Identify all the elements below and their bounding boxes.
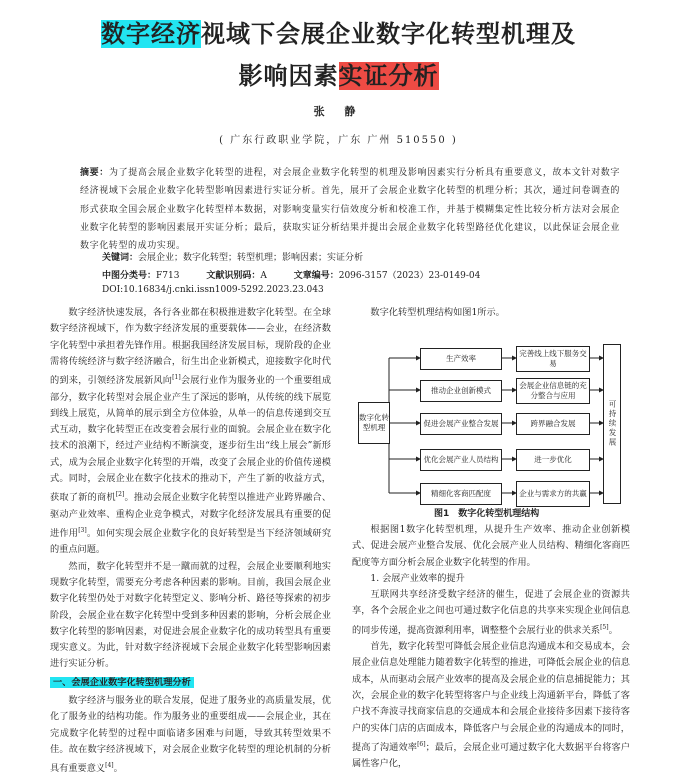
cause-box: 生产效率 bbox=[420, 348, 502, 370]
effect-box: 企业与需求方的共赢 bbox=[516, 481, 590, 507]
doi: DOI:10.16834/j.cnki.issn1009-5292.2023.23.043 bbox=[102, 285, 324, 295]
text: 。推动会展企业数字化转型以推进产业跨界融合、驱动产业效率、重构企业竞争模式，对数字化经济发展具有重要的促进作用 bbox=[50, 492, 332, 540]
citation[interactable]: [5] bbox=[600, 623, 609, 631]
citation[interactable]: [4] bbox=[105, 762, 114, 770]
title-highlight-cyan: 数字经济 bbox=[101, 20, 201, 48]
text: 。 bbox=[113, 763, 123, 775]
cause-box: 精细化客商匹配度 bbox=[420, 483, 502, 505]
abstract-label: 摘要： bbox=[80, 168, 109, 178]
article-no-value: 2096-3157（2023）23-0149-04 bbox=[338, 271, 481, 281]
left-column bbox=[50, 305, 331, 778]
effect-box: 会展企业信息链的充分整合与应用 bbox=[516, 378, 590, 404]
paper-title-line1 bbox=[0, 14, 677, 49]
text: 。 bbox=[608, 624, 618, 636]
right-column bbox=[352, 522, 630, 773]
text: ；最后，会展企业可通过数字化大数据平台将客户属性客户化， bbox=[352, 741, 630, 770]
classification-line bbox=[102, 268, 480, 281]
sustainable-box: 可持续发展 bbox=[603, 344, 621, 504]
clc-label: 中图分类号： bbox=[102, 271, 157, 281]
title-line1-rest: 视域下会展企业数字化转型机理及 bbox=[201, 20, 576, 48]
title-line2-rest: 影响因素 bbox=[238, 62, 339, 90]
effect-box: 进一步优化 bbox=[516, 449, 590, 471]
clc-value: F713 bbox=[156, 271, 180, 281]
doc-code-value: A bbox=[260, 271, 267, 281]
mechanism-box: 数字化转型机理 bbox=[358, 402, 390, 444]
figure-caption: 图1 数字化转型机理结构 bbox=[434, 509, 540, 519]
article-no-label: 文章编号： bbox=[293, 271, 339, 281]
text: 会展行业作为服务业的一个重要组成部分，数字化转型对会展企业产生了深远的影响，从传统的线下展览到线上展览，从简单的展示到全方位体验，从单一的信息传递到交互式互动，数字化转型正在改变着会展行业的面貌。会展企业在数字化技术的浪潮下，经过产业结构不断演变，逐步衍生出“线上展会”新形式，成为会展企业数字化转型的开端，改变了会展企业的价值传递模式。同时，会展企业在数字化技术的推动下，产生了新的收益方式，获取了新的商机 bbox=[50, 375, 332, 504]
text: 数字经济与服务业的联合发展，促进了服务业的高质量发展，优化了服务业的结构功能。作为服务业的重要组成——会展企业，其在完成数字化转型的过程中面临诸多困难与问题，导致其转型效果不佳。故在数字经济视域下，对会展企业数字化转型的理论机制的分析具有重要意义 bbox=[50, 695, 331, 775]
text: 。如何实现会展企业数字化的良好转型是当下经济领域研究的重点问题。 bbox=[50, 528, 332, 556]
citation[interactable]: [6] bbox=[417, 740, 426, 748]
cause-box: 推动企业创新模式 bbox=[420, 380, 502, 402]
cause-box: 促进会展产业整合发展 bbox=[420, 413, 502, 435]
affiliation: ( 广东行政职业学院，广东 广州 510550 ) bbox=[219, 135, 458, 146]
section-heading-text: 一、会展企业数字化转型机理分析 bbox=[50, 677, 194, 688]
abstract-text: 为了提高会展企业数字化转型的进程，对会展企业数字化转型的机理及影响因素实行分析具有重要意义，故本文针对数字经济视域下会展企业数字化转型影响因素进行实证分析。首先，展开了会展企业数字化转型的机理分析；其次，通过问卷调查的形式获取全国会展企业数字化转型样本数据，对影响变量实行信效度分析和校准工作，并基于模糊集定性比较分析方法对会展企业数字化转型的影响因素展开实证分析；最后，获取实证分析结果并提出会展企业数字化转型路径优化建议，以此保证会展企业数字化转型的成功实现。 bbox=[80, 168, 620, 252]
section-heading bbox=[50, 675, 331, 691]
paragraph: 然而，数字化转型并不是一蹴而就的过程，会展企业要顺利地实现数字化转型，需要充分考虑各种因素的影响。目前，我国会展企业数字化转型仍处于对数字化转型定义、影响分析、路径等探索的初步阶段，会展企业在数字化转型中受到多种因素的影响，分析会展企业数字化转型的影响因素，对促进会展企业数字化的成功转型具有重要现实意义。为此，针对数字经济视域下会展企业数字化转型影响因素进行实证分析。 bbox=[50, 560, 331, 670]
figure-intro bbox=[352, 305, 630, 321]
paragraph bbox=[50, 305, 331, 559]
keywords bbox=[102, 250, 363, 263]
subheading: 1. 会展产业效率的提升 bbox=[370, 572, 465, 584]
effect-box: 完善线上线下服务交易 bbox=[516, 346, 590, 372]
keywords-text: 会展企业；数字化转型；转型机理；影响因素；实证分析 bbox=[138, 253, 364, 263]
keywords-label: 关键词： bbox=[102, 253, 139, 263]
citation[interactable]: [2] bbox=[115, 491, 125, 499]
abstract bbox=[80, 164, 620, 255]
doc-code-label: 文献识别码： bbox=[206, 271, 261, 281]
paragraph bbox=[352, 639, 630, 772]
paragraph bbox=[50, 693, 331, 778]
paper-title-line2 bbox=[0, 56, 677, 91]
paragraph bbox=[352, 587, 630, 639]
citation[interactable]: [3] bbox=[78, 526, 87, 534]
effect-box: 跨界融合发展 bbox=[516, 413, 590, 435]
text: 数字经济快速发展，各行各业都在积极推进数字化转型。在全球数字经济视域下，作为数字经济发展的重要载体——会业，在经济数字化转型中承担着先锋作用。根据我国经济发展目标，现阶段的企业需将传统经济与数字经济融合，衍生出企业新模式，迎接数字化时代的到来，引领经济发展新风向 bbox=[50, 307, 331, 387]
citation[interactable]: [1] bbox=[172, 374, 181, 382]
text: 互联网共享经济受数字经济的催生，促进了会展企业的资源共享，各个会展企业之间也可通过数字化信息的共享来实现企业间信息的同步传递，提高资源利用率，调整整个会展行业的供求关系 bbox=[352, 589, 630, 636]
paragraph: 根据图1数字化转型机理，从提升生产效率、推动企业创新模式、促进会展产业整合发展、优化会展产业人员结构、精细化客商匹配度等方面分析会展企业数字化转型的作用。 bbox=[352, 524, 630, 568]
paragraph: 数字化转型机理结构如图1所示。 bbox=[370, 307, 505, 318]
title-highlight-red: 实证分析 bbox=[338, 62, 439, 90]
cause-box: 优化会展产业人员结构 bbox=[420, 449, 502, 471]
text: 首先，数字化转型可降低会展企业信息沟通成本和交易成本，会展企业信息处理能力随着数字化转型的推进，可降低会展企业的信息成本，从而驱动会展产业效率的提高及会展企业的信息捕捉能力；其次，会展企业的数字化转型将客户与企业线上沟通新平台，降低了客户找不奔波寻找商家信息的交通成本和会展企业接待多因素下接待客户的实体门店的店面成本，降低客户与会展企业的沟通成本的同时，提高了沟通效率 bbox=[352, 641, 630, 753]
author: 张 静 bbox=[313, 105, 364, 118]
mechanism-diagram bbox=[352, 330, 632, 505]
